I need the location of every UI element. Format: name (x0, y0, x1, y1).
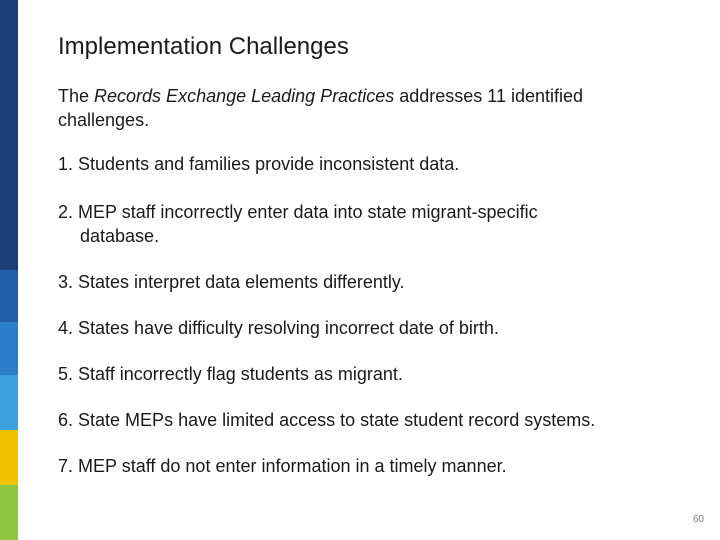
sidebar-band-yellow (0, 430, 18, 485)
intro-paragraph (58, 84, 678, 132)
intro-emphasis: Records Exchange Leading Practices (94, 86, 395, 106)
item-text: MEP staff incorrectly enter data into state migrant-specific (78, 202, 538, 222)
challenge-item (58, 270, 678, 294)
item-number: 4. (58, 318, 74, 338)
item-text: MEP staff do not enter information in a timely manner. (78, 456, 507, 476)
sidebar-band-light-blue (0, 375, 18, 430)
item-text-continuation: database. (80, 226, 160, 246)
item-number: 7. (58, 456, 74, 476)
sidebar-color-bar (0, 0, 18, 540)
item-text: Students and families provide inconsistent data. (78, 154, 460, 174)
page-number: 60 (692, 514, 704, 525)
sidebar-band-mid-blue (0, 322, 18, 375)
item-number: 6. (58, 410, 74, 430)
slide-title: Implementation Challenges (58, 33, 349, 60)
challenge-item (58, 362, 678, 386)
sidebar-band-navy (0, 0, 18, 270)
item-text: State MEPs have limited access to state student record systems. (78, 410, 596, 430)
challenge-item (58, 454, 678, 478)
intro-suffix: addresses 11 identified challenges. (58, 86, 584, 130)
sidebar-band-blue (0, 270, 18, 322)
item-number: 3. (58, 272, 74, 292)
item-text: States have difficulty resolving incorrect date of birth. (78, 318, 499, 338)
challenge-item (58, 408, 678, 432)
sidebar-band-green (0, 485, 18, 540)
intro-prefix: The (58, 86, 95, 106)
item-number: 1. (58, 154, 74, 174)
item-number: 2. (58, 202, 74, 222)
challenge-item (58, 152, 678, 176)
challenge-item (58, 200, 678, 248)
item-number: 5. (58, 364, 74, 384)
item-text: States interpret data elements differently. (78, 272, 405, 292)
challenge-item (58, 316, 678, 340)
item-text: Staff incorrectly flag students as migrant. (78, 364, 403, 384)
